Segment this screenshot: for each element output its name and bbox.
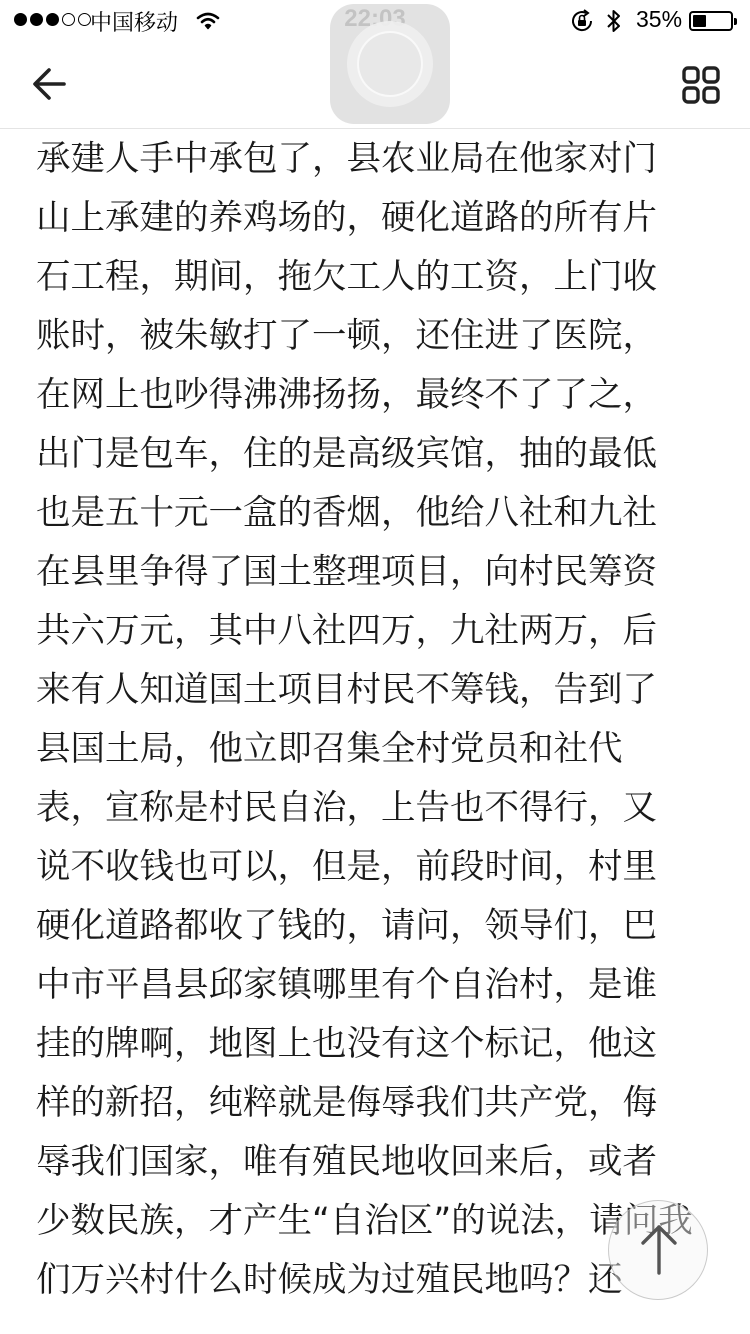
battery-percent: 35% <box>636 6 683 32</box>
article-line: 山上承建的养鸡场的，硬化道路的所有片 <box>36 198 657 238</box>
grid-icon <box>676 60 728 112</box>
article-line: 在县里争得了国土整理项目，向村民筹资 <box>36 552 657 592</box>
article-line: 少数民族，才产生“自治区”的说法，请问我 <box>36 1201 693 1241</box>
article-line: 们万兴村什么时候成为过殖民地吗？还 <box>36 1260 623 1300</box>
menu-grid-button[interactable] <box>676 60 728 112</box>
article-line: 石工程，期间，拖欠工人的工资，上门收 <box>36 257 657 297</box>
article-line: 表，宣称是村民自治，上告也不得行，又 <box>36 788 657 828</box>
battery-level-fill <box>693 15 706 27</box>
article-line: 辱我们国家，唯有殖民地收回来后，或者 <box>36 1142 657 1182</box>
rotation-lock-icon <box>569 8 595 41</box>
back-button[interactable] <box>24 58 84 110</box>
article-line: 中市平昌县邱家镇哪里有个自治村，是谁 <box>36 965 657 1005</box>
assistive-touch-core <box>359 33 421 95</box>
article-line: 出门是包车，住的是高级宾馆，抽的最低 <box>36 434 657 474</box>
scroll-to-top-button[interactable] <box>608 1200 708 1300</box>
article-line: 承建人手中承包了，县农业局在他家对门 <box>36 139 657 179</box>
article-line: 挂的牌啊，地图上也没有这个标记，他这 <box>36 1024 657 1064</box>
article-line: 共六万元，其中八社四万，九社两万，后 <box>36 611 657 651</box>
article-line: 样的新招，纯粹就是侮辱我们共产党，侮 <box>36 1083 657 1123</box>
assistive-touch-button[interactable] <box>330 4 450 124</box>
article-line: 来有人知道国土项目村民不筹钱，告到了 <box>36 670 657 710</box>
article-line: 说不收钱也可以，但是，前段时间，村里 <box>36 847 657 887</box>
article-line: 硬化道路都收了钱的，请问，领导们，巴 <box>36 906 657 946</box>
article-line: 账时，被朱敏打了一顿，还住进了医院， <box>36 316 657 356</box>
battery-icon <box>689 11 733 31</box>
arrow-left-icon <box>24 58 84 110</box>
article-line: 也是五十元一盒的香烟，他给八社和九社 <box>36 493 657 533</box>
arrow-up-icon <box>632 1219 686 1279</box>
article-line: 县国土局，他立即召集全村党员和社代 <box>36 729 623 769</box>
bluetooth-icon <box>605 7 623 42</box>
article-line: 在网上也吵得沸沸扬扬，最终不了了之， <box>36 375 657 415</box>
carrier-name: 中国移动 <box>90 11 179 36</box>
article-body <box>36 130 726 1310</box>
